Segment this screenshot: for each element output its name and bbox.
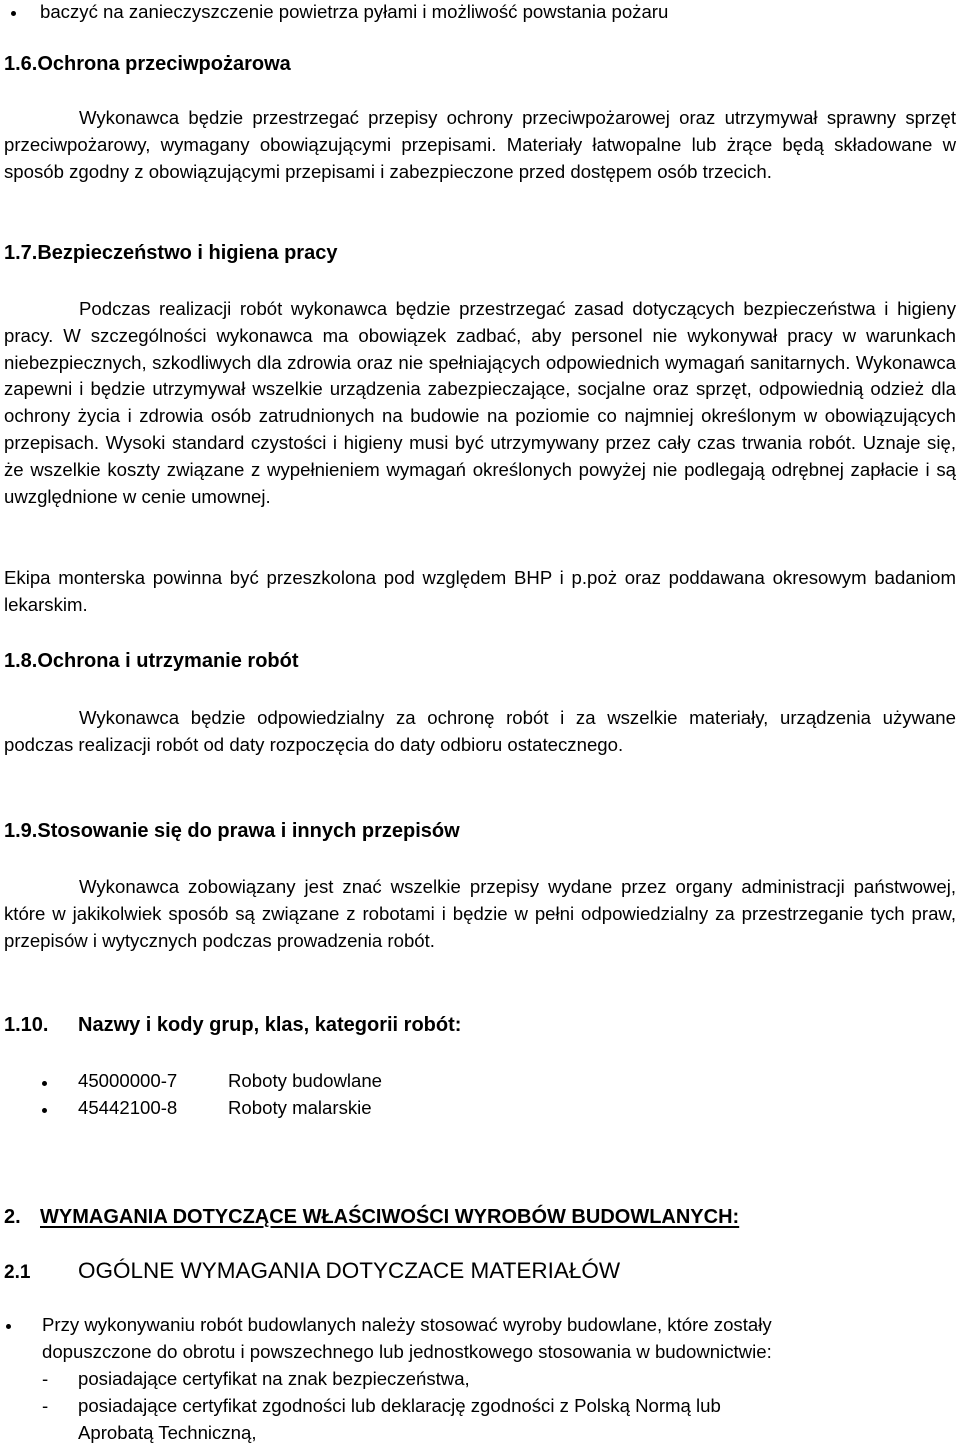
section-1-9-heading bbox=[4, 818, 460, 845]
section-number: 1.9. bbox=[4, 820, 38, 842]
work-name: Roboty budowlane bbox=[228, 1070, 383, 1091]
section-2-heading bbox=[4, 1204, 739, 1231]
section-number: 2.1 bbox=[4, 1262, 31, 1283]
section-1-8-heading bbox=[4, 648, 299, 675]
section-1-6-heading bbox=[4, 51, 291, 78]
section-1-10-heading bbox=[4, 1012, 461, 1039]
requirement-item-continuation: Aprobatą Techniczną, bbox=[78, 1422, 257, 1443]
work-name: Roboty malarskie bbox=[228, 1097, 372, 1118]
section-number: 1.6. bbox=[4, 53, 38, 75]
section-1-6-paragraph: Wykonawca będzie przestrzegać przepisy ochrony przeciwpożarowej oraz utrzymywał sprawny sprzęt przeciwpożarowy, wymagany obowiązującymi przepisami. Materiały łatwopalne lub żrące będą składowane w sposób zgodny z obowiązującymi przepisami i zabezpieczone przed dostępem osób trzecich. bbox=[4, 107, 956, 182]
work-code: 45442100-8 bbox=[78, 1097, 178, 1118]
dash-icon: - bbox=[42, 1368, 49, 1389]
section-title: Ochrona przeciwpożarowa bbox=[37, 53, 291, 75]
section-number: 2. bbox=[4, 1206, 21, 1228]
section-title: Bezpieczeństwo i higiena pracy bbox=[37, 242, 338, 264]
bullet-icon bbox=[42, 1081, 47, 1086]
section-title: OGÓLNE WYMAGANIA DOTYCZACE MATERIAŁÓW bbox=[78, 1258, 621, 1283]
section-1-7-paragraph-2: Ekipa monterska powinna być przeszkolona pod względem BHP i p.poż oraz poddawana okresowym badaniom lekarskim. bbox=[4, 567, 956, 615]
top-bullet-text: baczyć na zanieczyszczenie powietrza pyłami i możliwość powstania pożaru bbox=[40, 1, 669, 22]
section-1-7-heading bbox=[4, 240, 337, 267]
requirement-item: posiadające certyfikat na znak bezpieczeństwa, bbox=[78, 1368, 470, 1389]
requirement-item: posiadające certyfikat zgodności lub deklarację zgodności z Polską Normą lub bbox=[78, 1395, 721, 1416]
bullet-icon bbox=[6, 1324, 11, 1329]
section-1-7-paragraph: Podczas realizacji robót wykonawca będzie przestrzegać zasad dotyczących bezpieczeństwa i higieny pracy. W szczególności wykonawca ma obowiązek zadbać, aby personel nie wykonywał pracy w warunkach niebezpiecznych, szkodliwych dla zdrowia oraz nie spełniających odpowiednich wymagań sanitarnych. Wykonawca zapewni i będzie utrzymywał wszelkie urządzenia zabezpieczające, socjalne oraz sprzęt, odpowiednią odzież dla ochrony życia i zdrowia osób zatrudnionych na budowie na poziomie co najmniej określonym w obowiązujących przepisach. Wysoki standard czystości i higieny musi być utrzymywany przez cały czas trwania robót. Uznaje się, że wszelkie koszty związane z wypełnieniem wymagań określonych powyżej nie podlegają odrębnej zapłacie i są uwzględnione w cenie umownej. bbox=[4, 298, 956, 507]
section-title: Ochrona i utrzymanie robót bbox=[37, 650, 299, 672]
section-1-8-paragraph: Wykonawca będzie odpowiedzialny za ochronę robót i za wszelkie materiały, urządzenia używane podczas realizacji robót od daty rozpoczęcia do daty odbioru ostatecznego. bbox=[4, 707, 956, 755]
section-number: 1.10. bbox=[4, 1014, 49, 1036]
bullet-icon bbox=[11, 11, 16, 16]
work-code: 45000000-7 bbox=[78, 1070, 178, 1091]
section-1-9-paragraph: Wykonawca zobowiązany jest znać wszelkie przepisy wydane przez organy administracji państwowej, które w jakikolwiek sposób są związane z robotami i będzie w pełni odpowiedzialny za przestrzeganie tych praw, przepisów i wytycznych podczas prowadzenia robót. bbox=[4, 876, 956, 951]
section-title: Stosowanie się do prawa i innych przepisów bbox=[37, 820, 460, 842]
material-requirement-line: Przy wykonywaniu robót budowlanych należy stosować wyroby budowlane, które zostały bbox=[42, 1314, 772, 1335]
section-number: 1.7. bbox=[4, 242, 38, 264]
section-number: 1.8. bbox=[4, 650, 38, 672]
section-2-1-heading bbox=[4, 1258, 620, 1287]
dash-icon: - bbox=[42, 1395, 49, 1416]
section-title: Nazwy i kody grup, klas, kategorii robót: bbox=[78, 1014, 462, 1036]
material-requirement-line: dopuszczone do obrotu i powszechnego lub jednostkowego stosowania w budownictwie: bbox=[42, 1341, 772, 1362]
bullet-icon bbox=[42, 1108, 47, 1113]
section-title: WYMAGANIA DOTYCZĄCE WŁAŚCIWOŚCI WYROBÓW BUDOWLANYCH: bbox=[40, 1206, 740, 1228]
